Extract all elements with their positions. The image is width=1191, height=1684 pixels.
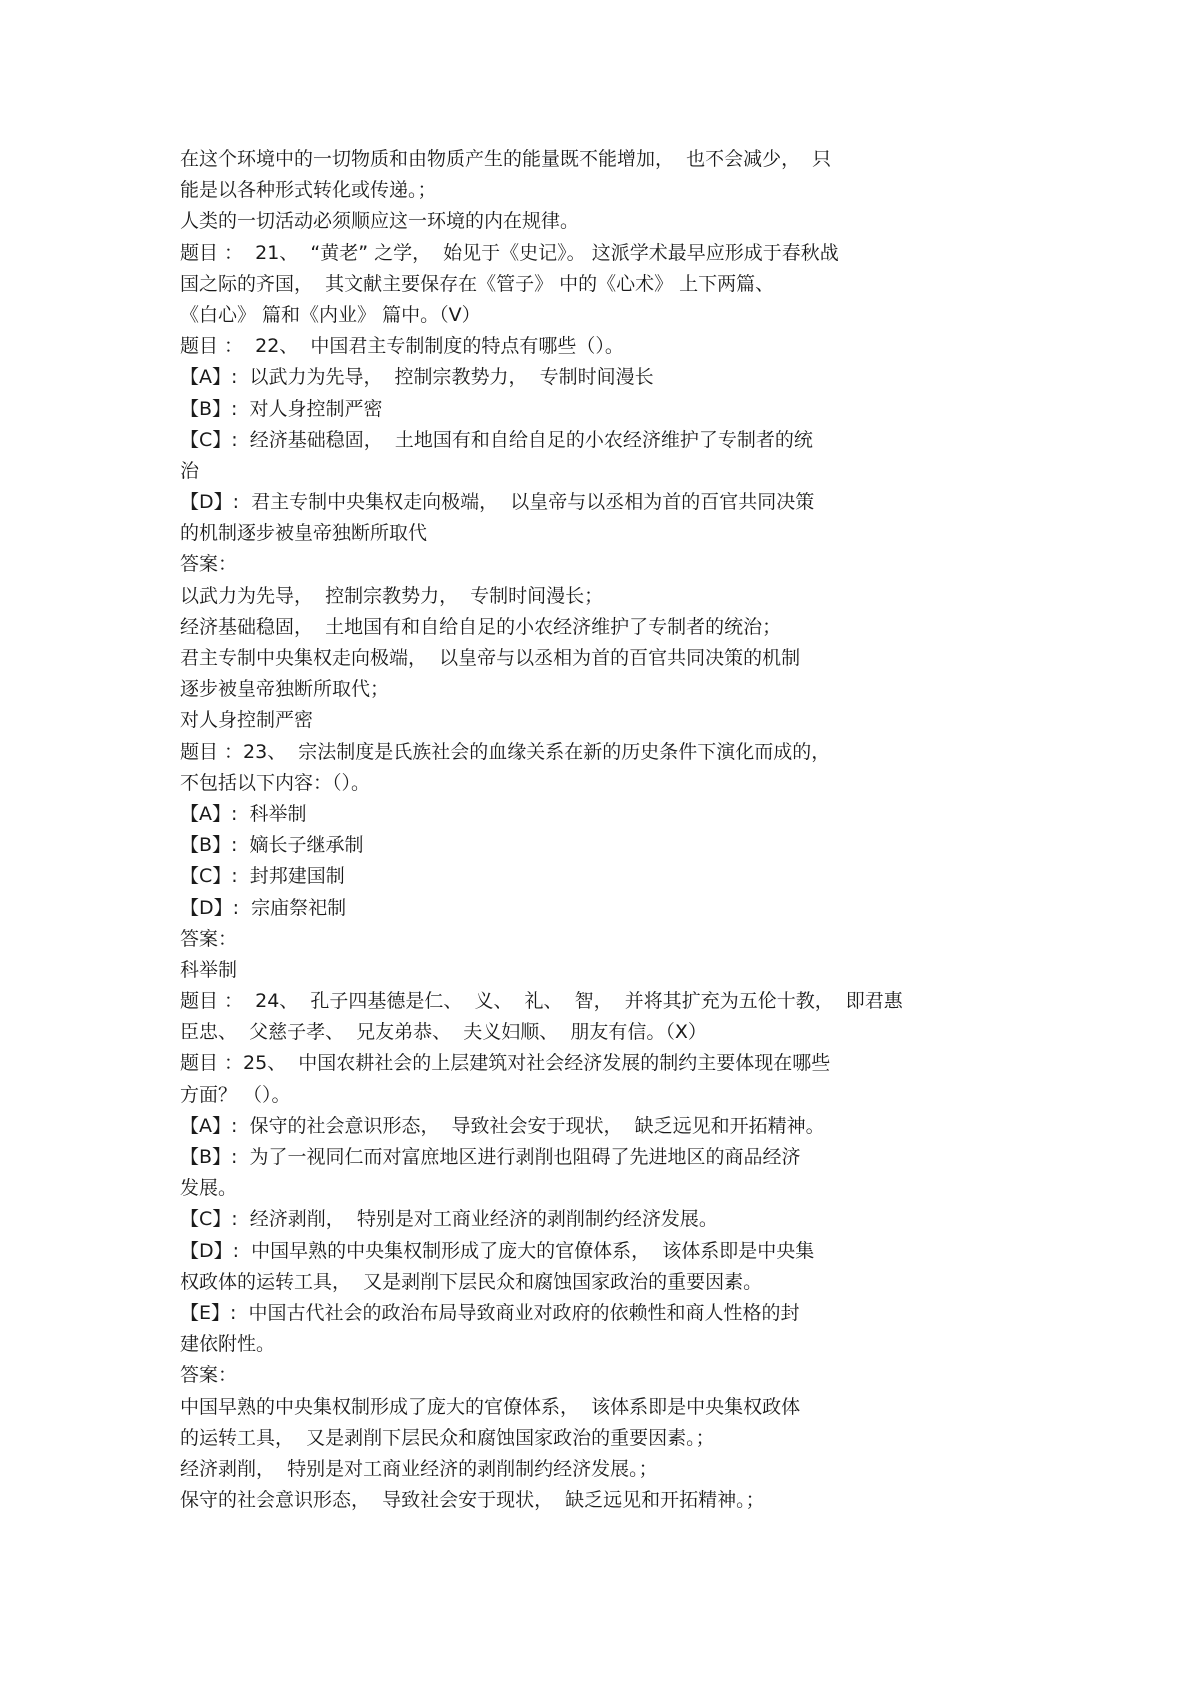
text-line: 【D】: 宗庙祭祀制 [180, 896, 347, 919]
text-line: 经济剥削， 特别是对工商业经济的剥削制约经济发展。； [180, 1457, 658, 1480]
text-line: 《白心》 篇和《内业》 篇中。（V） [180, 303, 481, 326]
text-line: 臣忠、 父慈子孝、 兄友弟恭、 夫义妇顺、 朋友有信。（X） [180, 1021, 707, 1044]
text-line: 权政体的运转工具， 又是剥削下层民众和腐蚀国家政治的重要因素。 [180, 1270, 763, 1293]
text-line: 【D】: 君主专制中央集权走向极端， 以皇帝与以丞相为首的百官共同决策 [180, 491, 815, 514]
text-line: 【D】: 中国早熟的中央集权制形成了庞大的官僚体系， 该体系即是中央集 [180, 1239, 815, 1262]
text-line: 题目 ：25、 中国农耕社会的上层建筑对社会经济发展的制约主要体现在哪些 [180, 1052, 831, 1075]
text-line: 的机制逐步被皇帝独断所取代 [180, 522, 428, 545]
text-line: 君主专制中央集权走向极端， 以皇帝与以丞相为首的百官共同决策的机制 [180, 647, 801, 669]
text-line: 科举制 [180, 958, 238, 981]
text-line: 答案： [180, 553, 238, 576]
text-line: 方面？ （）。 [180, 1083, 291, 1106]
text-line: 以武力为先导， 控制宗教势力， 专制时间漫长； [180, 584, 604, 607]
text-line: 题目 ： 21、 “黄老” 之学， 始见于《史记》。 这派学术最早应形成于春秋战 [180, 241, 839, 264]
text-line: 保守的社会意识形态， 导致社会安于现状， 缺乏远见和开拓精神。； [180, 1489, 765, 1512]
text-line: 【B】: 为了一视同仁而对富庶地区进行剥削也阻碍了先进地区的商品经济 [180, 1146, 801, 1168]
text-line: 在这个环境中的一切物质和由物质产生的能量既不能增加， 也不会减少， 只 [180, 148, 832, 170]
text-line: 答案： [180, 927, 238, 950]
text-line: 【B】: 对人身控制严密 [180, 397, 383, 420]
text-line: 【A】: 保守的社会意识形态， 导致社会安于现状， 缺乏远见和开拓精神。 [180, 1114, 825, 1137]
text-line: 治 [180, 459, 200, 482]
text-line: 经济基础稳固， 土地国有和自给自足的小农经济维护了专制者的统治； [180, 615, 782, 638]
text-line: 能是以各种形式转化或传递。； [180, 179, 437, 202]
text-line: 【B】: 嫡长子继承制 [180, 834, 364, 857]
text-line: 【C】: 经济基础稳固， 土地国有和自给自足的小农经济维护了专制者的统 [180, 428, 813, 451]
text-line: 不包括以下内容：（）。 [180, 771, 371, 794]
text-line: 逐步被皇帝独断所取代； [180, 678, 390, 701]
text-line: 对人身控制严密 [180, 709, 314, 732]
text-line: 【E】: 中国古代社会的政治布局导致商业对政府的依赖性和商人性格的封 [180, 1301, 800, 1324]
text-line: 【A】: 科举制 [180, 802, 307, 825]
text-line: 发展。 [180, 1177, 238, 1200]
text-line: 建依附性。 [180, 1333, 276, 1356]
text-line: 【C】: 经济剥削， 特别是对工商业经济的剥削制约经济发展。 [180, 1208, 718, 1231]
text-line: 【A】: 以武力为先导， 控制宗教势力， 专制时间漫长 [180, 366, 654, 389]
text-line: 题目 ： 24、 孔子四基德是仁、 义、 礼、 智， 并将其扩充为五伦十教， 即君惠 [180, 990, 903, 1013]
text-line: 题目 ：23、 宗法制度是氏族社会的血缘关系在新的历史条件下演化而成的， [180, 740, 831, 763]
text-line: 中国早熟的中央集权制形成了庞大的官僚体系， 该体系即是中央集权政体 [180, 1395, 801, 1418]
document-body [180, 144, 1020, 1516]
text-line: 题目 ： 22、 中国君主专制制度的特点有哪些（）。 [180, 335, 624, 358]
text-line: 的运转工具， 又是剥削下层民众和腐蚀国家政治的重要因素。； [180, 1426, 715, 1449]
text-line: 答案： [180, 1364, 238, 1387]
text-line: 【C】: 封邦建国制 [180, 865, 345, 888]
text-line: 人类的一切活动必须顺应这一环境的内在规律。 [180, 210, 580, 233]
text-line: 国之际的齐国， 其文献主要保存在《管子》 中的《心术》 上下两篇、 [180, 272, 775, 295]
